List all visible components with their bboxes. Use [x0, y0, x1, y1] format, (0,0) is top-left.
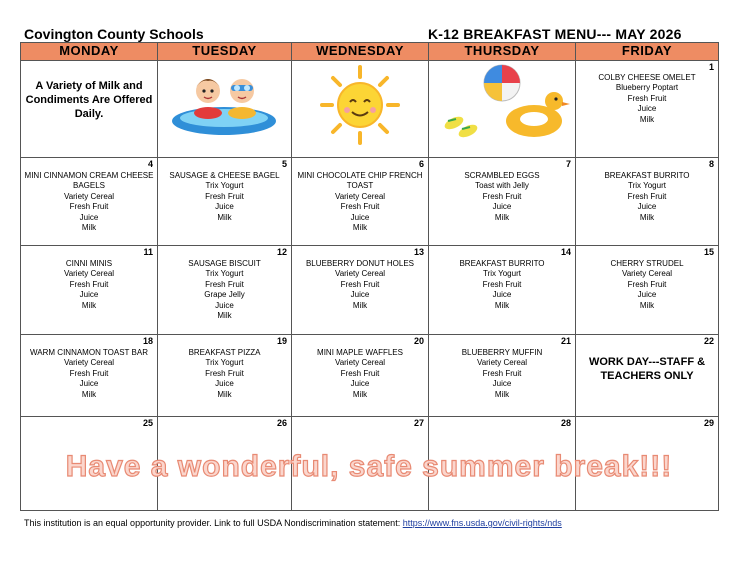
pool-picture-cell	[158, 61, 292, 158]
menu-item: Variety Cereal	[334, 269, 386, 279]
date-number: 18	[142, 336, 153, 346]
week-row-2	[21, 158, 719, 246]
milk-note-cell	[21, 61, 158, 158]
day-cell-21	[429, 335, 576, 417]
menu-item: Milk	[352, 389, 368, 399]
main-item: WARM CINNAMON TOAST BAR	[30, 348, 148, 357]
menu-item: Juice	[350, 290, 370, 300]
menu-item: Fresh Fruit	[340, 279, 380, 289]
main-item: MINI CHOCOLATE CHIP FRENCH TOAST	[297, 171, 423, 191]
date-number: 26	[276, 418, 287, 428]
menu-item: Milk	[81, 300, 97, 310]
date-number: 7	[565, 159, 571, 169]
menu-item: Juice	[350, 379, 370, 389]
menu-item: Fresh Fruit	[482, 279, 522, 289]
date-number: 4	[147, 159, 153, 169]
day-cell-5	[158, 158, 292, 246]
menu-item: Blueberry Poptart	[615, 83, 679, 93]
main-item: BREAKFAST BURRITO	[604, 171, 690, 180]
day-header-monday: MONDAY	[21, 43, 158, 61]
main-item: MINI MAPLE WAFFLES	[317, 348, 403, 357]
date-number: 8	[708, 159, 714, 169]
menu-item: Milk	[639, 212, 655, 222]
day-cell-4	[21, 158, 158, 246]
date-number: 13	[413, 247, 424, 257]
date-number: 1	[708, 62, 714, 72]
date-number: 12	[276, 247, 287, 257]
menu-item: Milk	[81, 389, 97, 399]
date-number: 21	[560, 336, 571, 346]
menu-item: Variety Cereal	[621, 269, 673, 279]
summer-break-banner: Have a wonderful, safe summer break!!!	[65, 450, 673, 483]
day-cell-22	[576, 335, 719, 417]
menu-item: Variety Cereal	[476, 358, 528, 368]
day-cell-18	[21, 335, 158, 417]
main-item: BLUEBERRY MUFFIN	[461, 348, 543, 357]
day-header-friday: FRIDAY	[576, 43, 719, 61]
menu-item: Trix Yogurt	[628, 181, 666, 191]
menu-item: Milk	[494, 212, 510, 222]
menu-item: Fresh Fruit	[205, 279, 244, 289]
day-cell-1	[576, 61, 719, 158]
date-number: 14	[560, 247, 571, 257]
menu-item: Fresh Fruit	[69, 279, 109, 289]
menu-item: Milk	[217, 212, 232, 222]
day-cell-19	[158, 335, 292, 417]
main-item: MINI CINNAMON CREAM CHEESE BAGELS	[24, 171, 154, 191]
menu-item: Milk	[639, 114, 655, 124]
menu-item: Trix Yogurt	[205, 269, 244, 279]
date-number: 6	[418, 159, 424, 169]
menu-item: Juice	[637, 202, 657, 212]
menu-item: Juice	[215, 202, 234, 212]
date-number: 20	[413, 336, 424, 346]
menu-item: Fresh Fruit	[69, 368, 109, 378]
main-item: SAUSAGE BISCUIT	[188, 259, 261, 268]
menu-item: Fresh Fruit	[340, 202, 380, 212]
day-header-tuesday: TUESDAY	[158, 43, 292, 61]
menu-item: Juice	[492, 379, 512, 389]
menu-item: Trix Yogurt	[205, 181, 244, 191]
smiling-sun-icon	[312, 61, 408, 149]
footer-statement	[24, 518, 562, 528]
day-cell-11	[21, 246, 158, 335]
menu-item: Variety Cereal	[334, 191, 386, 201]
main-item: BREAKFAST PIZZA	[188, 348, 261, 357]
day-cell-20	[292, 335, 429, 417]
menu-item: Juice	[215, 379, 234, 389]
menu-item: Juice	[492, 202, 512, 212]
menu-item: Grape Jelly	[204, 290, 245, 300]
menu-item: Juice	[350, 212, 370, 222]
menu-item: Juice	[79, 212, 99, 222]
date-number: 19	[276, 336, 287, 346]
date-number: 15	[703, 247, 714, 257]
menu-calendar	[20, 42, 719, 511]
date-number: 29	[703, 418, 714, 428]
menu-item: Fresh Fruit	[69, 202, 109, 212]
milk-note: A Variety of Milk and Condiments Are Offered Daily.	[25, 80, 153, 120]
menu-item: Fresh Fruit	[627, 279, 667, 289]
beach-picture-cell	[429, 61, 576, 158]
date-number: 11	[143, 247, 153, 257]
date-number: 25	[142, 418, 153, 428]
usda-statement-link[interactable]: https://www.fns.usda.gov/civil-rights/nds	[402, 518, 562, 528]
main-item: COLBY CHEESE OMELET	[598, 73, 696, 82]
day-cell-8	[576, 158, 719, 246]
menu-item: Fresh Fruit	[627, 93, 667, 103]
menu-item: Juice	[215, 300, 234, 310]
menu-item: Fresh Fruit	[205, 191, 244, 201]
menu-item: Juice	[637, 290, 657, 300]
day-cell-6	[292, 158, 429, 246]
menu-item: Milk	[217, 311, 232, 321]
menu-item: Juice	[492, 290, 512, 300]
menu-item: Fresh Fruit	[627, 191, 667, 201]
menu-item: Variety Cereal	[63, 358, 115, 368]
menu-item: Variety Cereal	[63, 269, 115, 279]
date-number: 28	[560, 418, 571, 428]
menu-item: Trix Yogurt	[483, 269, 521, 279]
day-cell-14	[429, 246, 576, 335]
menu-item: Fresh Fruit	[482, 368, 522, 378]
menu-item: Milk	[494, 300, 510, 310]
menu-item: Fresh Fruit	[340, 368, 380, 378]
week-row-4	[21, 335, 719, 417]
menu-item: Juice	[79, 379, 99, 389]
kids-in-pool-icon	[166, 61, 284, 141]
day-header-wednesday: WEDNESDAY	[292, 43, 429, 61]
day-header-row	[21, 43, 719, 61]
main-item: BLUEBERRY DONUT HOLES	[305, 259, 415, 268]
menu-title: K-12 BREAKFAST MENU--- MAY 2026	[428, 26, 682, 42]
week-row-1	[21, 61, 719, 158]
menu-item: Variety Cereal	[334, 358, 386, 368]
day-cell-7	[429, 158, 576, 246]
beach-ball-duck-float-flip-flops-icon	[432, 61, 572, 147]
menu-item: Milk	[352, 300, 368, 310]
main-item: SAUSAGE & CHEESE BAGEL	[169, 171, 280, 180]
menu-item: Juice	[79, 290, 99, 300]
main-item: CHERRY STRUDEL	[610, 259, 684, 268]
work-day-notice: WORK DAY---STAFF & TEACHERS ONLY	[588, 356, 706, 382]
menu-item: Milk	[494, 389, 510, 399]
sun-picture-cell	[292, 61, 429, 158]
school-name: Covington County Schools	[24, 26, 204, 42]
footer-text: This institution is an equal opportunity provider. Link to full USDA Nondiscrimination statement:	[24, 518, 401, 528]
menu-item: Fresh Fruit	[205, 368, 244, 378]
main-item: SCRAMBLED EGGS	[464, 171, 540, 180]
main-item: CINNI MINIS	[65, 259, 113, 268]
day-header-thursday: THURSDAY	[429, 43, 576, 61]
date-number: 22	[703, 336, 714, 346]
day-cell-15	[576, 246, 719, 335]
menu-item: Trix Yogurt	[205, 358, 244, 368]
date-number: 27	[413, 418, 424, 428]
menu-item: Milk	[217, 389, 232, 399]
day-cell-12	[158, 246, 292, 335]
menu-item: Milk	[639, 300, 655, 310]
main-item: BREAKFAST BURRITO	[459, 259, 545, 268]
week-row-3	[21, 246, 719, 335]
day-cell-13	[292, 246, 429, 335]
menu-item: Milk	[352, 223, 368, 233]
date-number: 5	[281, 159, 287, 169]
menu-item: Fresh Fruit	[482, 191, 522, 201]
menu-item: Juice	[637, 104, 657, 114]
menu-item: Toast with Jelly	[475, 181, 529, 191]
menu-item: Variety Cereal	[63, 191, 115, 201]
menu-item: Milk	[81, 223, 97, 233]
